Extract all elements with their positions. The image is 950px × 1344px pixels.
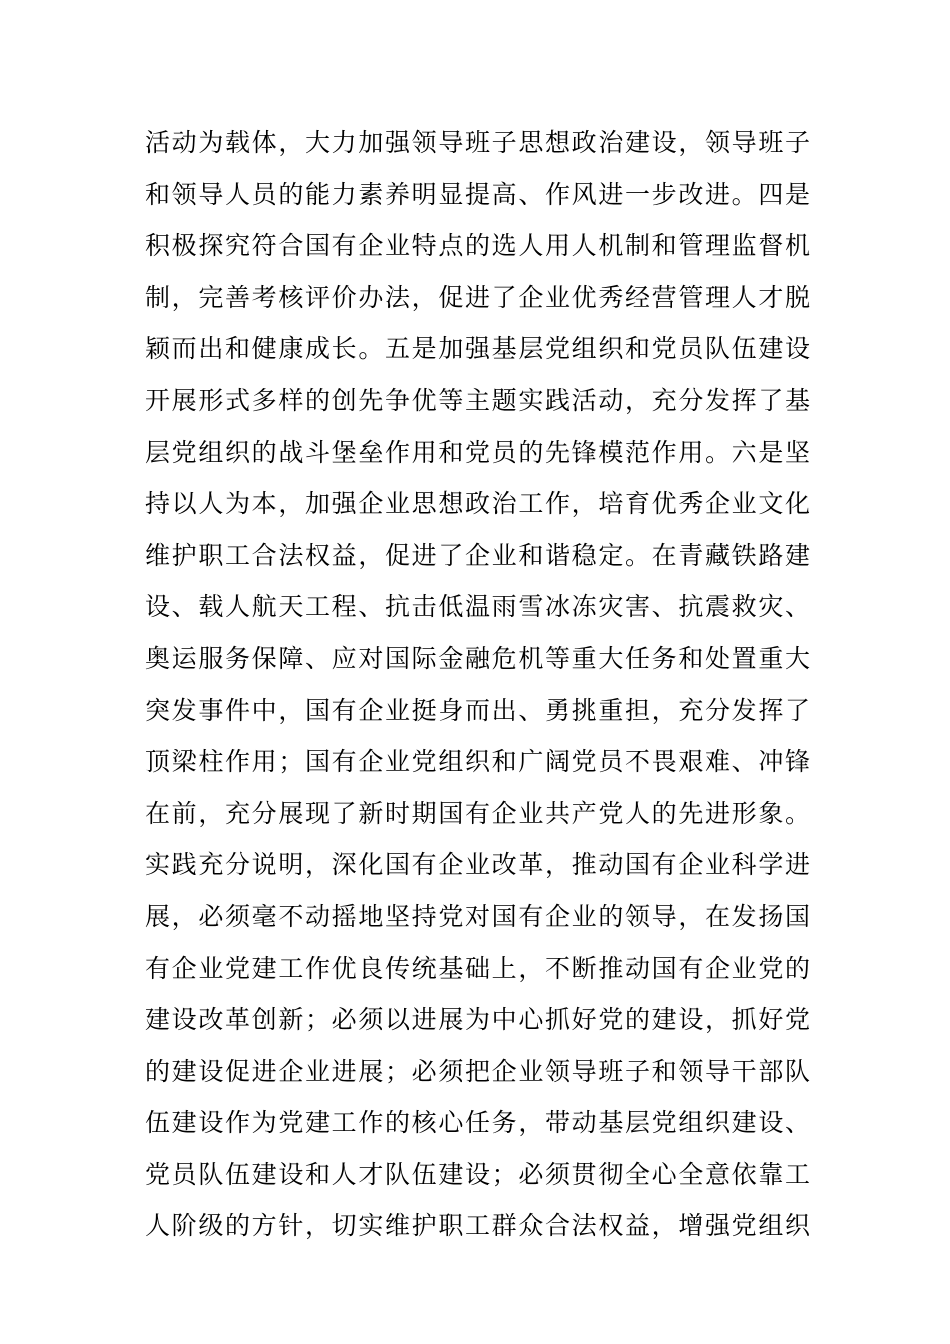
text-line: 活动为载体，大力加强领导班子思想政治建设，领导班子 bbox=[145, 128, 810, 157]
text-line: 的建设促进企业进展；必须把企业领导班子和领导干部队 bbox=[145, 1056, 810, 1086]
text-line: 颖而出和健康成长。五是加强基层党组织和党员队伍建设 bbox=[145, 334, 810, 364]
text-line: 积极探究符合国有企业特点的选人用人机制和管理监督机 bbox=[145, 231, 810, 261]
body-text bbox=[145, 124, 810, 1259]
text-line: 层党组织的战斗堡垒作用和党员的先锋模范作用。六是坚 bbox=[145, 437, 810, 467]
text-line: 维护职工合法权益，促进了企业和谐稳定。在青藏铁路建 bbox=[145, 540, 810, 570]
text-line: 顶梁柱作用；国有企业党组织和广阔党员不畏艰难、冲锋 bbox=[145, 747, 810, 777]
text-line: 制，完善考核评价办法，促进了企业优秀经营管理人才脱 bbox=[145, 282, 810, 312]
text-line: 突发事件中，国有企业挺身而出、勇挑重担，充分发挥了 bbox=[145, 695, 810, 725]
text-line: 党员队伍建设和人才队伍建设；必须贯彻全心全意依靠工 bbox=[145, 1159, 810, 1189]
text-line: 开展形式多样的创先争优等主题实践活动，充分发挥了基 bbox=[145, 385, 810, 415]
text-line: 展，必须毫不动摇地坚持党对国有企业的领导，在发扬国 bbox=[145, 901, 810, 931]
text-line: 和领导人员的能力素养明显提高、作风进一步改进。四是 bbox=[145, 179, 810, 209]
text-line: 设、载人航天工程、抗击低温雨雪冰冻灾害、抗震救灾、 bbox=[145, 592, 810, 622]
text-line: 建设改革创新；必须以进展为中心抓好党的建设，抓好党 bbox=[145, 1005, 810, 1035]
text-line: 在前，充分展现了新时期国有企业共产党人的先进形象。 bbox=[145, 798, 810, 828]
text-line: 奥运服务保障、应对国际金融危机等重大任务和处置重大 bbox=[145, 643, 810, 673]
text-line: 有企业党建工作优良传统基础上，不断推动国有企业党的 bbox=[145, 953, 810, 983]
text-line: 人阶级的方针，切实维护职工群众合法权益，增强党组织 bbox=[145, 1211, 810, 1241]
text-line: 实践充分说明，深化国有企业改革，推动国有企业科学进 bbox=[145, 850, 810, 880]
text-line: 伍建设作为党建工作的核心任务，带动基层党组织建设、 bbox=[145, 1108, 810, 1138]
text-line: 持以人为本，加强企业思想政治工作，培育优秀企业文化 bbox=[145, 489, 810, 519]
